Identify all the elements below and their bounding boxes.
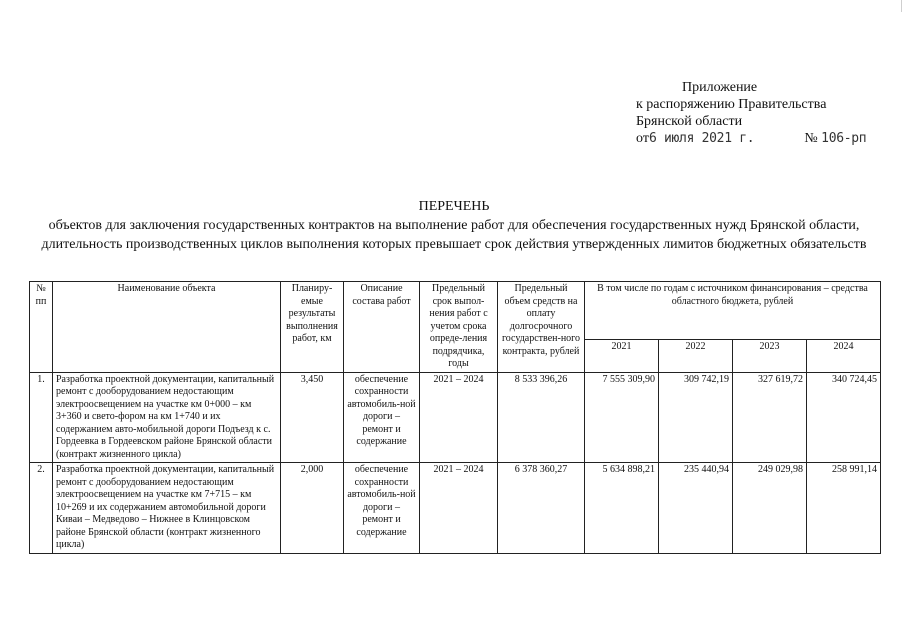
row-num: 1.	[30, 372, 53, 463]
table-header-row	[30, 282, 881, 340]
objects-table	[29, 281, 881, 554]
row-description: обеспечение сохранности автомобиль-ной дороги – ремонт и содержание	[344, 372, 420, 463]
row-name: Разработка проектной документации, капитальный ремонт с дооборудованием недостающим электроосвещением на участке км 7+715 – км 10+269 и их содержанием автомобильной дороги Киваи – Медведово – Нижнее в Клинцовском районе Брянской области (контракт жизненного цикла)	[53, 463, 281, 554]
row-2023: 249 029,98	[733, 463, 807, 554]
header-year-2023: 2023	[733, 340, 807, 372]
row-2021: 5 634 898,21	[585, 463, 659, 554]
row-planned: 2,000	[281, 463, 344, 554]
document-title	[24, 197, 884, 254]
header-deadline: Предельный срок выпол-нения работ с учетом срока опреде-ления подрядчика, годы	[420, 282, 498, 373]
header-description: Описание состава работ	[344, 282, 420, 373]
header-name: Наименование объекта	[53, 282, 281, 373]
scan-edge-mark	[901, 0, 902, 12]
number-prefix: №	[804, 131, 818, 146]
row-deadline: 2021 – 2024	[420, 372, 498, 463]
header-num: № пп	[30, 282, 53, 373]
row-2024: 340 724,45	[807, 372, 881, 463]
row-deadline: 2021 – 2024	[420, 463, 498, 554]
row-volume: 6 378 360,27	[498, 463, 585, 554]
header-planned: Планиру-емые результаты выполнения работ, км	[281, 282, 344, 373]
header-year-2022: 2022	[659, 340, 733, 372]
table-row	[30, 463, 881, 554]
table-row	[30, 372, 881, 463]
row-name: Разработка проектной документации, капитальный ремонт с дооборудованием недостающим электроосвещением на участке км 0+000 – км 3+360 и свето-фором на км 1+740 и их содержанием авто-мобильной дороги Подъезд к с. Гордеевка в Гордеевском районе Брянской области (контракт жизненного цикла)	[53, 372, 281, 463]
appendix-title: Приложение	[682, 80, 758, 95]
title-heading: ПЕРЕЧЕНЬ	[418, 199, 490, 214]
appendix-region-line: Брянской области	[636, 114, 743, 129]
row-2022: 235 440,94	[659, 463, 733, 554]
handwritten-date: 6 июля 2021 г.	[648, 131, 755, 146]
row-2022: 309 742,19	[659, 372, 733, 463]
appendix-block	[636, 79, 866, 147]
row-2021: 7 555 309,90	[585, 372, 659, 463]
date-prefix: от	[636, 131, 649, 146]
appendix-date-line	[636, 130, 866, 147]
row-2024: 258 991,14	[807, 463, 881, 554]
header-year-2021: 2021	[585, 340, 659, 372]
header-year-2024: 2024	[807, 340, 881, 372]
row-num: 2.	[30, 463, 53, 554]
title-subtitle: объектов для заключения государственных контрактов на выполнение работ для обеспечения государственных нужд Брянской области, длительность производственных циклов выполнения которых превышает срок действия утвержденных лимитов бюджетных обязательств	[41, 218, 867, 252]
row-2023: 327 619,72	[733, 372, 807, 463]
row-description: обеспечение сохранности автомобиль-ной дороги – ремонт и содержание	[344, 463, 420, 554]
header-years-group: В том числе по годам с источником финансирования – средства областного бюджета, рублей	[585, 282, 881, 340]
row-planned: 3,450	[281, 372, 344, 463]
header-volume: Предельный объем средств на оплату долгосрочного государствен-ного контракта, рублей	[498, 282, 585, 373]
row-volume: 8 533 396,26	[498, 372, 585, 463]
appendix-decree-line: к распоряжению Правительства	[636, 97, 827, 112]
handwritten-number: 106-рп	[821, 131, 867, 146]
